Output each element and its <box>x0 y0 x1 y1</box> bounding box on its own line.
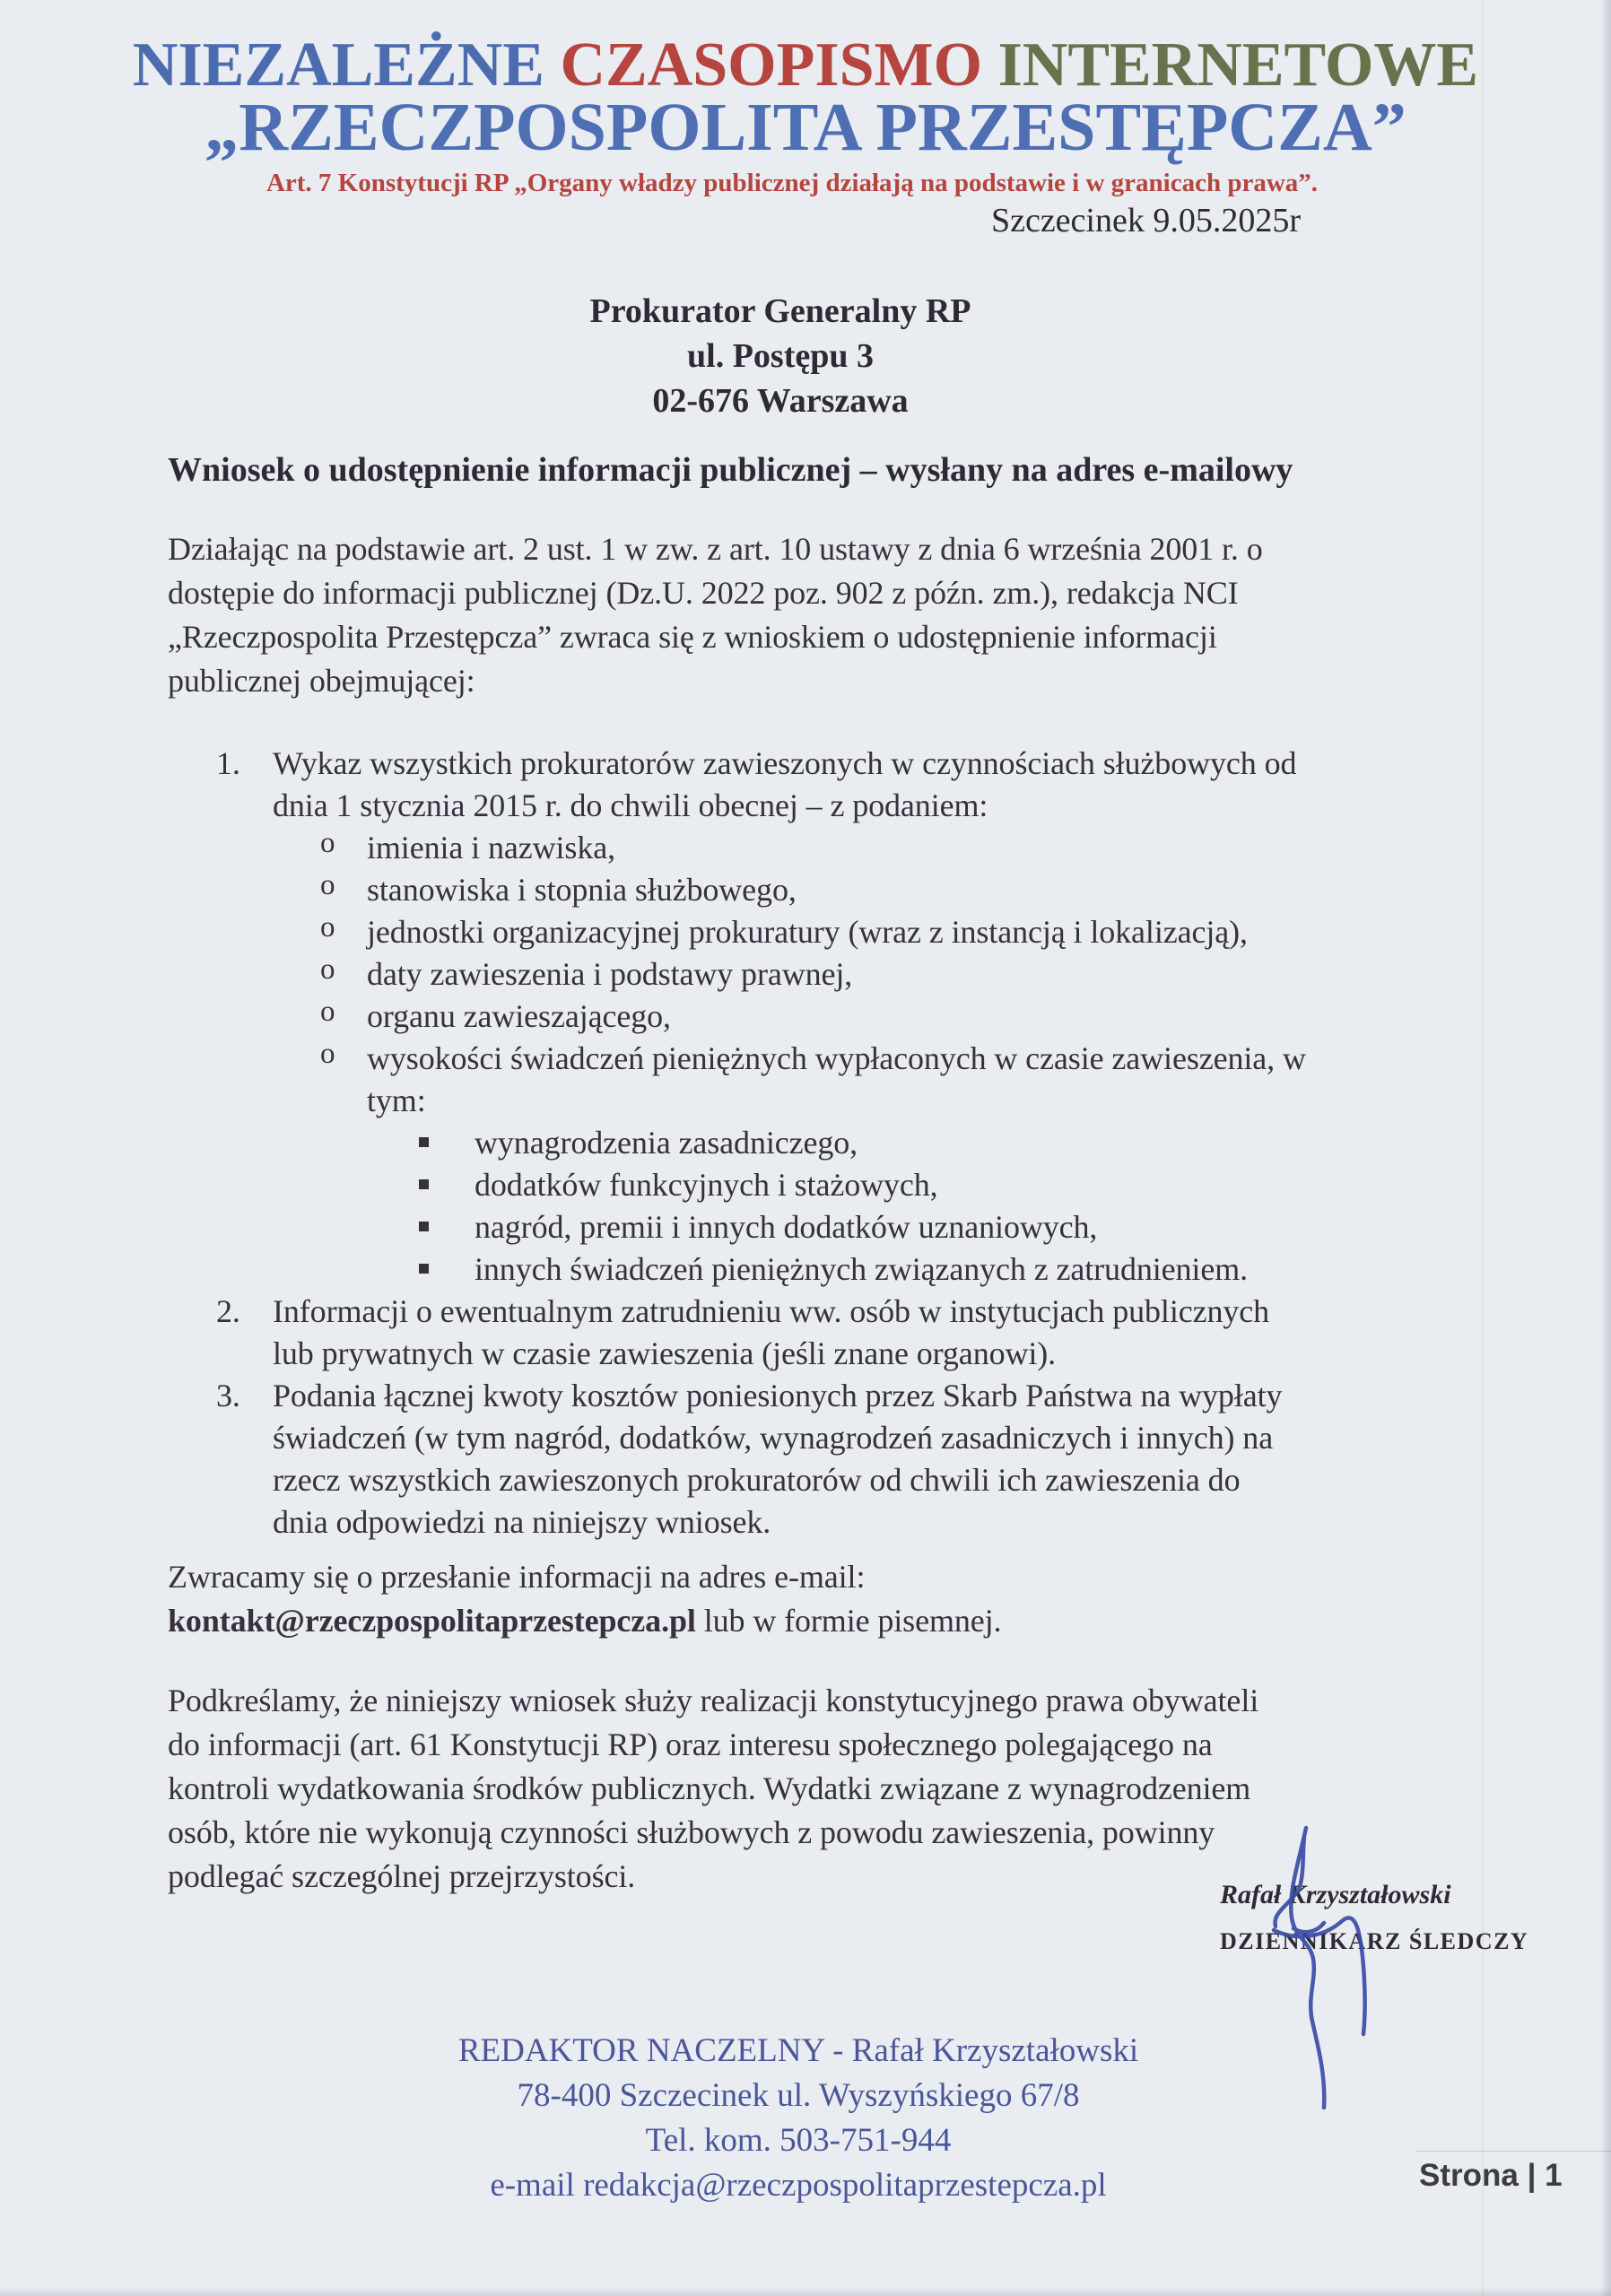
square-bullet <box>419 1137 429 1147</box>
list-item-number: 1. <box>216 745 240 781</box>
text-line: świadczeń (w tym nagród, dodatków, wynagrodzeń zasadniczych i innych) na <box>273 1420 1274 1456</box>
scan-edge-right <box>1600 0 1611 2296</box>
text-line: Informacji o ewentualnym zatrudnieniu ww. osób w instytucjach publicznych <box>273 1293 1270 1329</box>
circle-bullet: o <box>320 869 335 901</box>
circle-bullet: o <box>320 911 335 944</box>
text-line: Zwracamy się o przesłanie informacji na adres e-mail: <box>168 1559 866 1595</box>
list-item-3-cont <box>168 1417 1441 1459</box>
page-number-rule <box>1415 2151 1611 2152</box>
addressee-city: 02-676 Warszawa <box>652 382 909 420</box>
sub-bullet-item <box>168 911 1441 953</box>
list-item-1 <box>168 743 1441 785</box>
signatory-title: DZIENNIKARZ ŚLEDCZY <box>1220 1928 1529 1954</box>
paragraph-contact <box>168 1555 1001 1643</box>
text-line: Wykaz wszystkich prokuratorów zawieszonych w czynnościach służbowych od <box>273 745 1297 781</box>
footer-phone-line: Tel. kom. 503-751-944 <box>645 2122 952 2159</box>
list-item-2 <box>168 1291 1441 1333</box>
circle-bullet: o <box>320 953 335 986</box>
list-item-number: 3. <box>216 1378 240 1413</box>
request-list <box>168 743 1441 1544</box>
subject-line: Wniosek o udostępnienie informacji publicznej – wysłany na adres e-mailowy <box>168 451 1293 489</box>
editorial-footer <box>0 2029 1597 2208</box>
scan-edge-bottom <box>0 2287 1611 2296</box>
list-item-1-cont <box>168 785 1441 827</box>
text-line: Podania łącznej kwoty kosztów poniesionych przez Skarb Państwa na wypłaty <box>273 1378 1283 1413</box>
text-line: jednostki organizacyjnej prokuratury (wraz z instancją i lokalizacją), <box>367 914 1248 950</box>
text-line: tym: <box>367 1083 426 1118</box>
text-line: imienia i nazwiska, <box>367 830 616 865</box>
sub-bullet-item <box>168 869 1441 911</box>
square-bullet <box>419 1222 429 1231</box>
place-and-date: Szczecinek 9.05.2025r <box>990 202 1301 239</box>
masthead-line-2: „RZECZPOSPOLITA PRZESTĘPCZA” <box>205 90 1406 165</box>
text-line: rzecz wszystkich zawieszonych prokuratorów od chwili ich zawieszenia do <box>273 1462 1241 1498</box>
circle-bullet: o <box>320 827 335 859</box>
text-after-email: lub w formie pisemnej. <box>695 1603 1002 1639</box>
square-bullet-item <box>168 1248 1441 1291</box>
masthead-word-internetowe: INTERNETOWE <box>997 30 1479 100</box>
square-bullet <box>419 1179 429 1189</box>
list-item-3-cont <box>168 1501 1441 1544</box>
text-line: dnia 1 stycznia 2015 r. do chwili obecnej – z podaniem: <box>273 787 988 823</box>
addressee-block <box>0 289 1561 423</box>
text-line: podlegać szczególnej przejrzystości. <box>168 1858 636 1894</box>
text-line: publicznej obejmującej: <box>168 663 475 699</box>
text-line: Działając na podstawie art. 2 ust. 1 w zw. z art. 10 ustawy z dnia 6 września 2001 r. o <box>168 531 1263 567</box>
list-item-3 <box>168 1375 1441 1417</box>
text-line: organu zawieszającego, <box>367 998 671 1034</box>
text-line: dostępie do informacji publicznej (Dz.U. 2022 poz. 902 z późn. zm.), redakcja NCI <box>168 575 1239 611</box>
addressee-street: ul. Postępu 3 <box>687 337 874 375</box>
sub-bullet-item <box>168 1038 1441 1080</box>
circle-bullet: o <box>320 1038 335 1070</box>
footer-editor-line: REDAKTOR NACZELNY - Rafał Krzyształowski <box>457 2032 1139 2069</box>
footer-email-line: e-mail redakcja@rzeczpospolitaprzestepcza.pl <box>490 2167 1107 2204</box>
sub-bullet-item-cont <box>168 1080 1441 1122</box>
page-number: Strona | 1 <box>1419 2158 1563 2193</box>
addressee-name: Prokurator Generalny RP <box>589 292 971 330</box>
signatory-name: Rafał Krzyształowski <box>1220 1880 1451 1909</box>
scan-crease <box>1482 0 1485 2296</box>
list-item-3-cont <box>168 1459 1441 1501</box>
text-line: kontroli wydatkowania środków publicznych. Wydatki związane z wynagrodzeniem <box>168 1770 1251 1806</box>
text-line: osób, które nie wykonują czynności służbowych z powodu zawieszenia, powinny <box>168 1814 1215 1850</box>
square-bullet-item <box>168 1164 1441 1206</box>
sub-bullet-item <box>168 827 1441 869</box>
text-line: „Rzeczpospolita Przestępcza” zwraca się z wnioskiem o udostępnienie informacji <box>168 619 1217 655</box>
text-line: lub prywatnych w czasie zawieszenia (jeśli znane organowi). <box>273 1335 1057 1371</box>
text-line <box>168 1599 1001 1643</box>
square-bullet-item <box>168 1122 1441 1164</box>
text-line: wysokości świadczeń pieniężnych wypłaconych w czasie zawieszenia, w <box>367 1040 1306 1076</box>
paragraph-legal-basis <box>168 527 1263 703</box>
footer-address-line: 78-400 Szczecinek ul. Wyszyńskiego 67/8 <box>517 2077 1080 2114</box>
text-line: do informacji (art. 61 Konstytucji RP) oraz interesu społecznego polegającego na <box>168 1726 1213 1762</box>
email-address: kontakt@rzeczpospolitaprzestepcza.pl <box>168 1603 696 1639</box>
text-line: stanowiska i stopnia służbowego, <box>367 872 797 908</box>
masthead-line-1 <box>0 32 1611 99</box>
list-item-2-cont <box>168 1333 1441 1375</box>
masthead-word-czasopismo: CZASOPISMO <box>560 30 983 100</box>
text-line: dodatków funkcyjnych i stażowych, <box>475 1167 938 1203</box>
text-line: dnia odpowiedzi na niniejszy wniosek. <box>273 1504 771 1540</box>
list-item-number: 2. <box>216 1293 240 1329</box>
masthead-word-niezalezne: NIEZALEŻNE <box>132 30 544 100</box>
text-line: wynagrodzenia zasadniczego, <box>475 1125 858 1161</box>
circle-bullet: o <box>320 996 335 1028</box>
text-line: daty zawieszenia i podstawy prawnej, <box>367 956 853 992</box>
sub-bullet-item <box>168 953 1441 996</box>
square-bullet-item <box>168 1206 1441 1248</box>
sub-bullet-item <box>168 996 1441 1038</box>
square-bullet <box>419 1264 429 1274</box>
constitution-motto: Art. 7 Konstytucji RP „Organy władzy publicznej działają na podstawie i w granicach prawa”. <box>266 169 1319 197</box>
paragraph-justification <box>168 1679 1258 1899</box>
text-line: Podkreślamy, że niniejszy wniosek służy realizacji konstytucyjnego prawa obywateli <box>168 1683 1259 1718</box>
text-line: nagród, premii i innych dodatków uznaniowych, <box>475 1209 1098 1245</box>
text-line: innych świadczeń pieniężnych związanych z zatrudnieniem. <box>475 1251 1249 1287</box>
